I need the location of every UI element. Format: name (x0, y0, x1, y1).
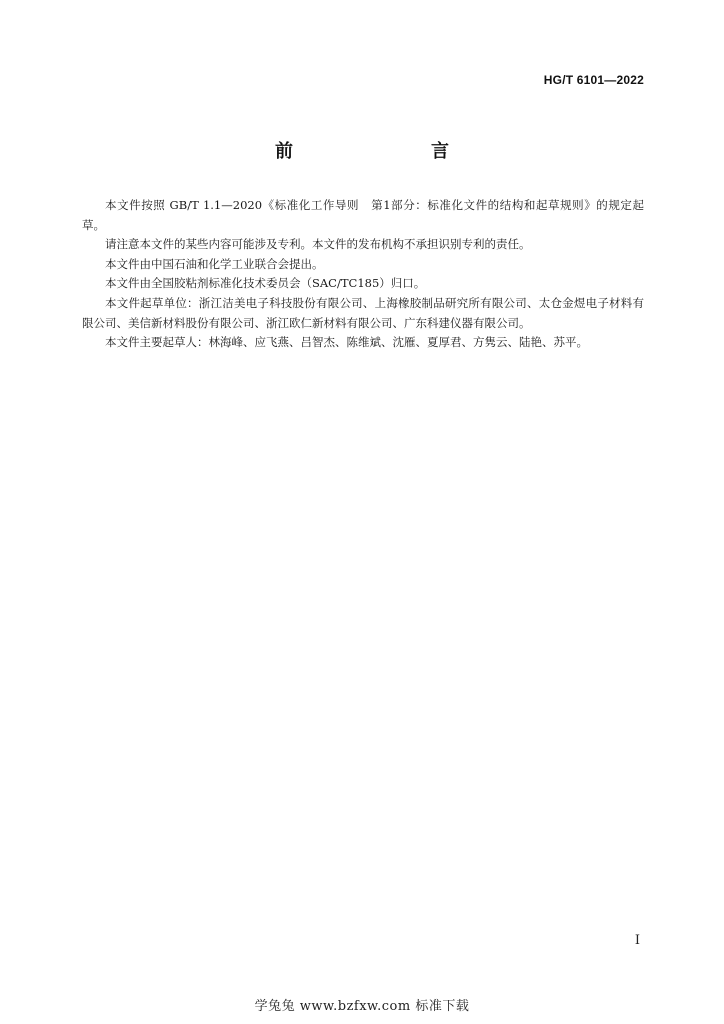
page-number: I (634, 933, 640, 948)
paragraph-proposer: 本文件由中国石油和化学工业联合会提出。 (105, 256, 324, 271)
page-title: 前 言 (275, 141, 483, 162)
paragraph-drafting-units: 本文件起草单位：浙江洁美电子科技股份有限公司、上海橡胶制品研究所有限公司、太仓金煜电子材料有限公司、美信新材料股份有限公司、浙江欧仁新材料有限公司、广东科建仪器有限公司。 (82, 295, 644, 330)
standard-code: HG/T 6101—2022 (543, 73, 644, 87)
paragraph-drafters: 本文件主要起草人：林海峰、应飞燕、吕智杰、陈维斌、沈雁、夏厚君、方隽云、陆艳、苏平。 (105, 335, 588, 350)
foreword-body (82, 196, 644, 353)
footer-watermark: 学兔兔 www.bzfxw.com 标准下载 (254, 999, 470, 1014)
paragraph-committee: 本文件由全国胶粘剂标准化技术委员会（SAC/TC185）归口。 (105, 276, 426, 291)
paragraph-patent-notice: 请注意本文件的某些内容可能涉及专利。本文件的发布机构不承担识别专利的责任。 (105, 237, 531, 252)
paragraph-drafting-rules: 本文件按照 GB/T 1.1—2020《标准化工作导则 第1部分：标准化文件的结构和起草规则》的规定起草。 (82, 198, 644, 232)
